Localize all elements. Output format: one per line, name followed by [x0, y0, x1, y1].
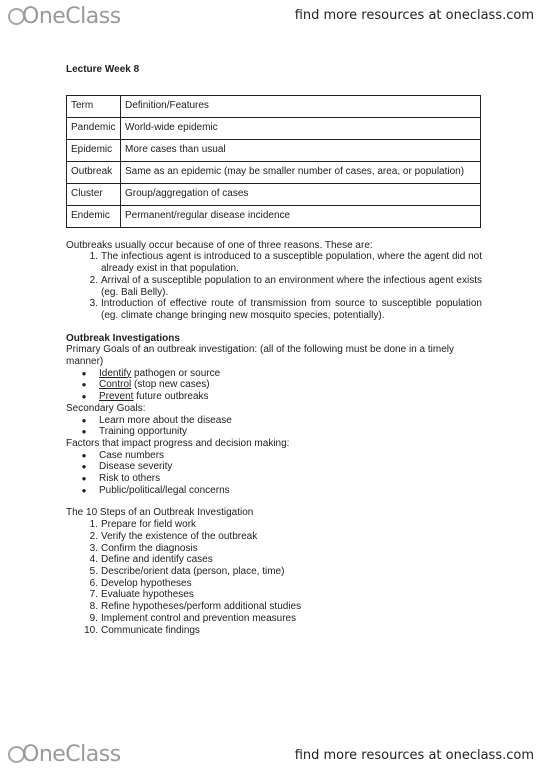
definition-cell: Permanent/regular disease incidence: [121, 205, 481, 227]
item-number: 5.: [89, 565, 98, 577]
item-text: The infectious agent is introduced to a susceptible population, where the agent did not already exist in that population.: [101, 251, 482, 275]
item-text: Refine hypotheses/perform additional studies: [101, 601, 302, 613]
item-number: 9.: [89, 612, 98, 624]
table-row: [67, 139, 481, 161]
item-text: Communicate findings: [101, 624, 200, 636]
bullet-icon: ●: [81, 474, 87, 484]
item-rest: (stop new cases): [131, 379, 210, 391]
table-row: [67, 183, 481, 205]
bullet-icon: ●: [81, 485, 87, 495]
factors-list: [66, 450, 482, 497]
logo-text: OneClass: [22, 742, 121, 767]
list-item: [66, 461, 482, 473]
item-number: 2.: [89, 274, 98, 286]
item-number: 6.: [89, 577, 98, 589]
table-row: [67, 117, 481, 139]
list-item: [66, 298, 482, 321]
list-item: [66, 531, 482, 543]
list-item: [66, 613, 482, 625]
item-text: Verify the existence of the outbreak: [101, 530, 258, 542]
definition-cell: Same as an epidemic (may be smaller number of cases, area, or population): [121, 161, 481, 183]
oneclass-logo[interactable]: [8, 4, 121, 29]
reasons-intro: Outbreaks usually occur because of one of three reasons. These are:: [66, 239, 373, 251]
table-row: [67, 205, 481, 227]
list-item: [66, 391, 482, 403]
steps-list: [66, 519, 482, 636]
item-number: 3.: [89, 542, 98, 554]
list-item: [66, 543, 482, 555]
list-item: [66, 519, 482, 531]
bullet-icon: ●: [81, 392, 87, 402]
steps-intro: The 10 Steps of an Outbreak Investigation: [66, 507, 254, 519]
item-text: Training opportunity: [99, 426, 188, 438]
underlined-keyword: Identify: [99, 367, 132, 379]
item-text: Case numbers: [99, 449, 165, 461]
primary-goals-intro: Primary Goals of an outbreak investigation: (all of the following must be done in a timely manner): [66, 344, 454, 368]
item-text: [99, 391, 209, 403]
list-item: [66, 251, 482, 274]
item-text: Confirm the diagnosis: [101, 542, 198, 554]
term-cell: Pandemic: [67, 117, 121, 139]
list-item: [66, 473, 482, 485]
list-item: [66, 601, 482, 613]
header-tagline[interactable]: find more resources at oneclass.com: [294, 8, 534, 23]
item-text: Introduction of effective route of transmission from source to susceptible population (eg. climate change bringing new mosquito species, potentially).: [101, 298, 482, 321]
list-item: [66, 485, 482, 497]
item-number: 7.: [89, 589, 98, 601]
item-text: Describe/orient data (person, place, time): [101, 565, 285, 577]
item-text: Arrival of a susceptible population to an environment where the infectious agent exists (eg. Bali Belly).: [101, 274, 482, 298]
list-item: [66, 415, 482, 427]
item-text: Implement control and prevention measures: [101, 612, 297, 624]
definition-cell: Definition/Features: [121, 95, 481, 117]
bullet-icon: ●: [81, 450, 87, 460]
term-cell: Endemic: [67, 205, 121, 227]
bullet-icon: ●: [81, 462, 87, 472]
term-cell: Term: [67, 95, 121, 117]
item-text: Develop hypotheses: [101, 577, 192, 589]
item-number: 8.: [89, 601, 98, 613]
item-text: Define and identify cases: [101, 554, 213, 566]
table-row: [67, 161, 481, 183]
factors-intro: Factors that impact progress and decision making:: [66, 437, 290, 449]
item-text: Prepare for field work: [101, 519, 197, 531]
secondary-goals-list: [66, 415, 482, 438]
item-rest: pathogen or source: [131, 367, 221, 379]
term-cell: Outbreak: [67, 161, 121, 183]
page-title: Lecture Week 8: [66, 64, 140, 75]
list-item: [66, 589, 482, 601]
list-item: [66, 379, 482, 391]
oneclass-logo-footer[interactable]: [8, 742, 121, 767]
list-item: [66, 450, 482, 462]
investigations-heading: Outbreak Investigations: [66, 332, 180, 344]
underlined-keyword: Prevent: [99, 391, 134, 403]
logo-text: OneClass: [22, 4, 121, 29]
item-text: [99, 379, 210, 391]
bullet-icon: ●: [81, 415, 87, 425]
footer-tagline[interactable]: find more resources at oneclass.com: [294, 748, 534, 763]
secondary-goals-intro: Secondary Goals:: [66, 402, 146, 414]
item-text: Learn more about the disease: [99, 414, 232, 426]
list-item: [66, 426, 482, 438]
item-rest: future outbreaks: [133, 391, 209, 403]
list-item: [66, 275, 482, 298]
list-item: [66, 566, 482, 578]
item-text: [99, 368, 220, 380]
item-text: Evaluate hypotheses: [101, 589, 194, 601]
item-number: 1.: [89, 519, 98, 531]
list-item: [66, 554, 482, 566]
definition-cell: Group/aggregation of cases: [121, 183, 481, 205]
item-text: Disease severity: [99, 461, 173, 473]
table-row: [67, 95, 481, 117]
item-number: 3.: [89, 298, 98, 310]
terms-table: [66, 95, 481, 228]
list-item: [66, 578, 482, 590]
bullet-icon: ●: [81, 427, 87, 437]
item-number: 1.: [89, 251, 98, 263]
item-number: 2.: [89, 530, 98, 542]
definition-cell: More cases than usual: [121, 139, 481, 161]
primary-goals-list: [66, 368, 482, 403]
bullet-icon: ●: [81, 368, 87, 378]
item-text: Risk to others: [99, 473, 161, 485]
list-item: [66, 625, 482, 637]
reasons-list: [66, 251, 482, 321]
item-number: 4.: [89, 554, 98, 566]
item-text: Public/political/legal concerns: [99, 484, 230, 496]
definition-cell: World-wide epidemic: [121, 117, 481, 139]
underlined-keyword: Control: [99, 379, 132, 391]
bullet-icon: ●: [81, 380, 87, 390]
document-body: [66, 64, 482, 636]
item-number: 10.: [84, 624, 98, 636]
list-item: [66, 368, 482, 380]
term-cell: Epidemic: [67, 139, 121, 161]
term-cell: Cluster: [67, 183, 121, 205]
